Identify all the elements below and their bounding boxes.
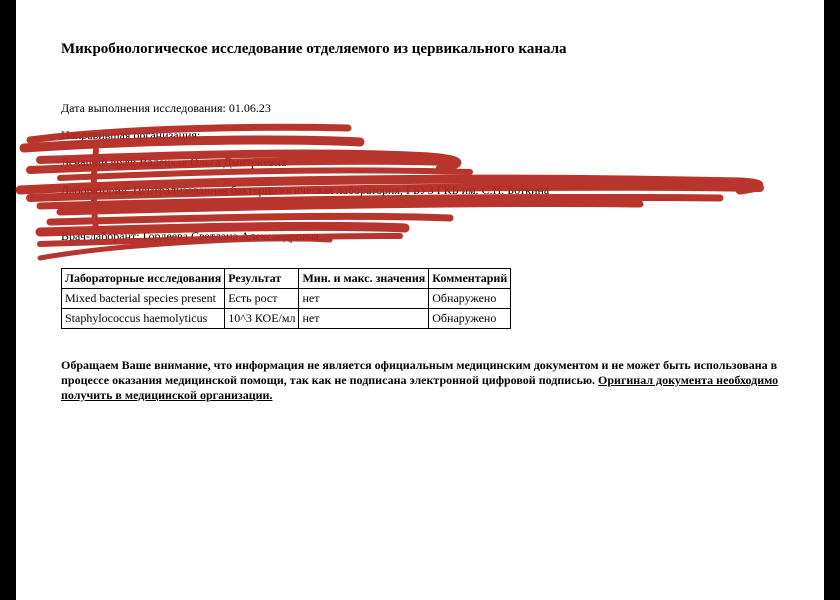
document-title: Микробиологическое исследование отделяемого из цервикального канала [61,41,567,57]
header-comment: Комментарий [429,269,511,289]
disclaimer-text: Обращаем Ваше внимание, что информация не является официальным медицинским документом и не может быть использована в процессе оказания медицинской помощи, так как не подписана электронной цифровой подписью. [61,358,778,387]
lab-doctor-line: Врач-лаборант: Гордеева Светлана Александровна [61,229,320,243]
cell-comment: Обнаружено [429,289,511,309]
study-date-label: Дата выполнения исследования: [61,101,226,115]
header-min-max: Мин. и макс. значения [299,269,429,289]
cell-range: нет [299,309,429,329]
header-lab-tests: Лабораторные исследования [62,269,225,289]
cell-range: нет [299,289,429,309]
study-date-value: 01.06.23 [228,101,271,115]
results-table [61,268,511,329]
document-page [16,0,824,600]
referring-organization-line: Направившая организация: [61,128,201,142]
table-row [62,289,511,309]
study-date-line [61,101,271,116]
table-header-row [62,269,511,289]
cell-result: Есть рост [225,289,299,309]
disclaimer-notice [61,358,781,403]
table-row [62,309,511,329]
cell-result: 10^3 КОЕ/мл [225,309,299,329]
disclaimer-original-note: Оригинал документа необходимо получить в медицинской организации. [61,373,779,402]
cell-comment: Обнаружено [429,309,511,329]
attending-doctor-line: Лечащий врач: Вадецкая Ольга Дмитриевна [61,155,287,169]
laboratory-line: Лаборатория: Централизованная бактериологическая лаборатория, ГБУЗ ГКБ им. С.П. Боткина [61,183,550,197]
cell-test: Mixed bacterial species present [62,289,225,309]
cell-test: Staphylococcus haemolyticus [62,309,225,329]
header-result: Результат [225,269,299,289]
